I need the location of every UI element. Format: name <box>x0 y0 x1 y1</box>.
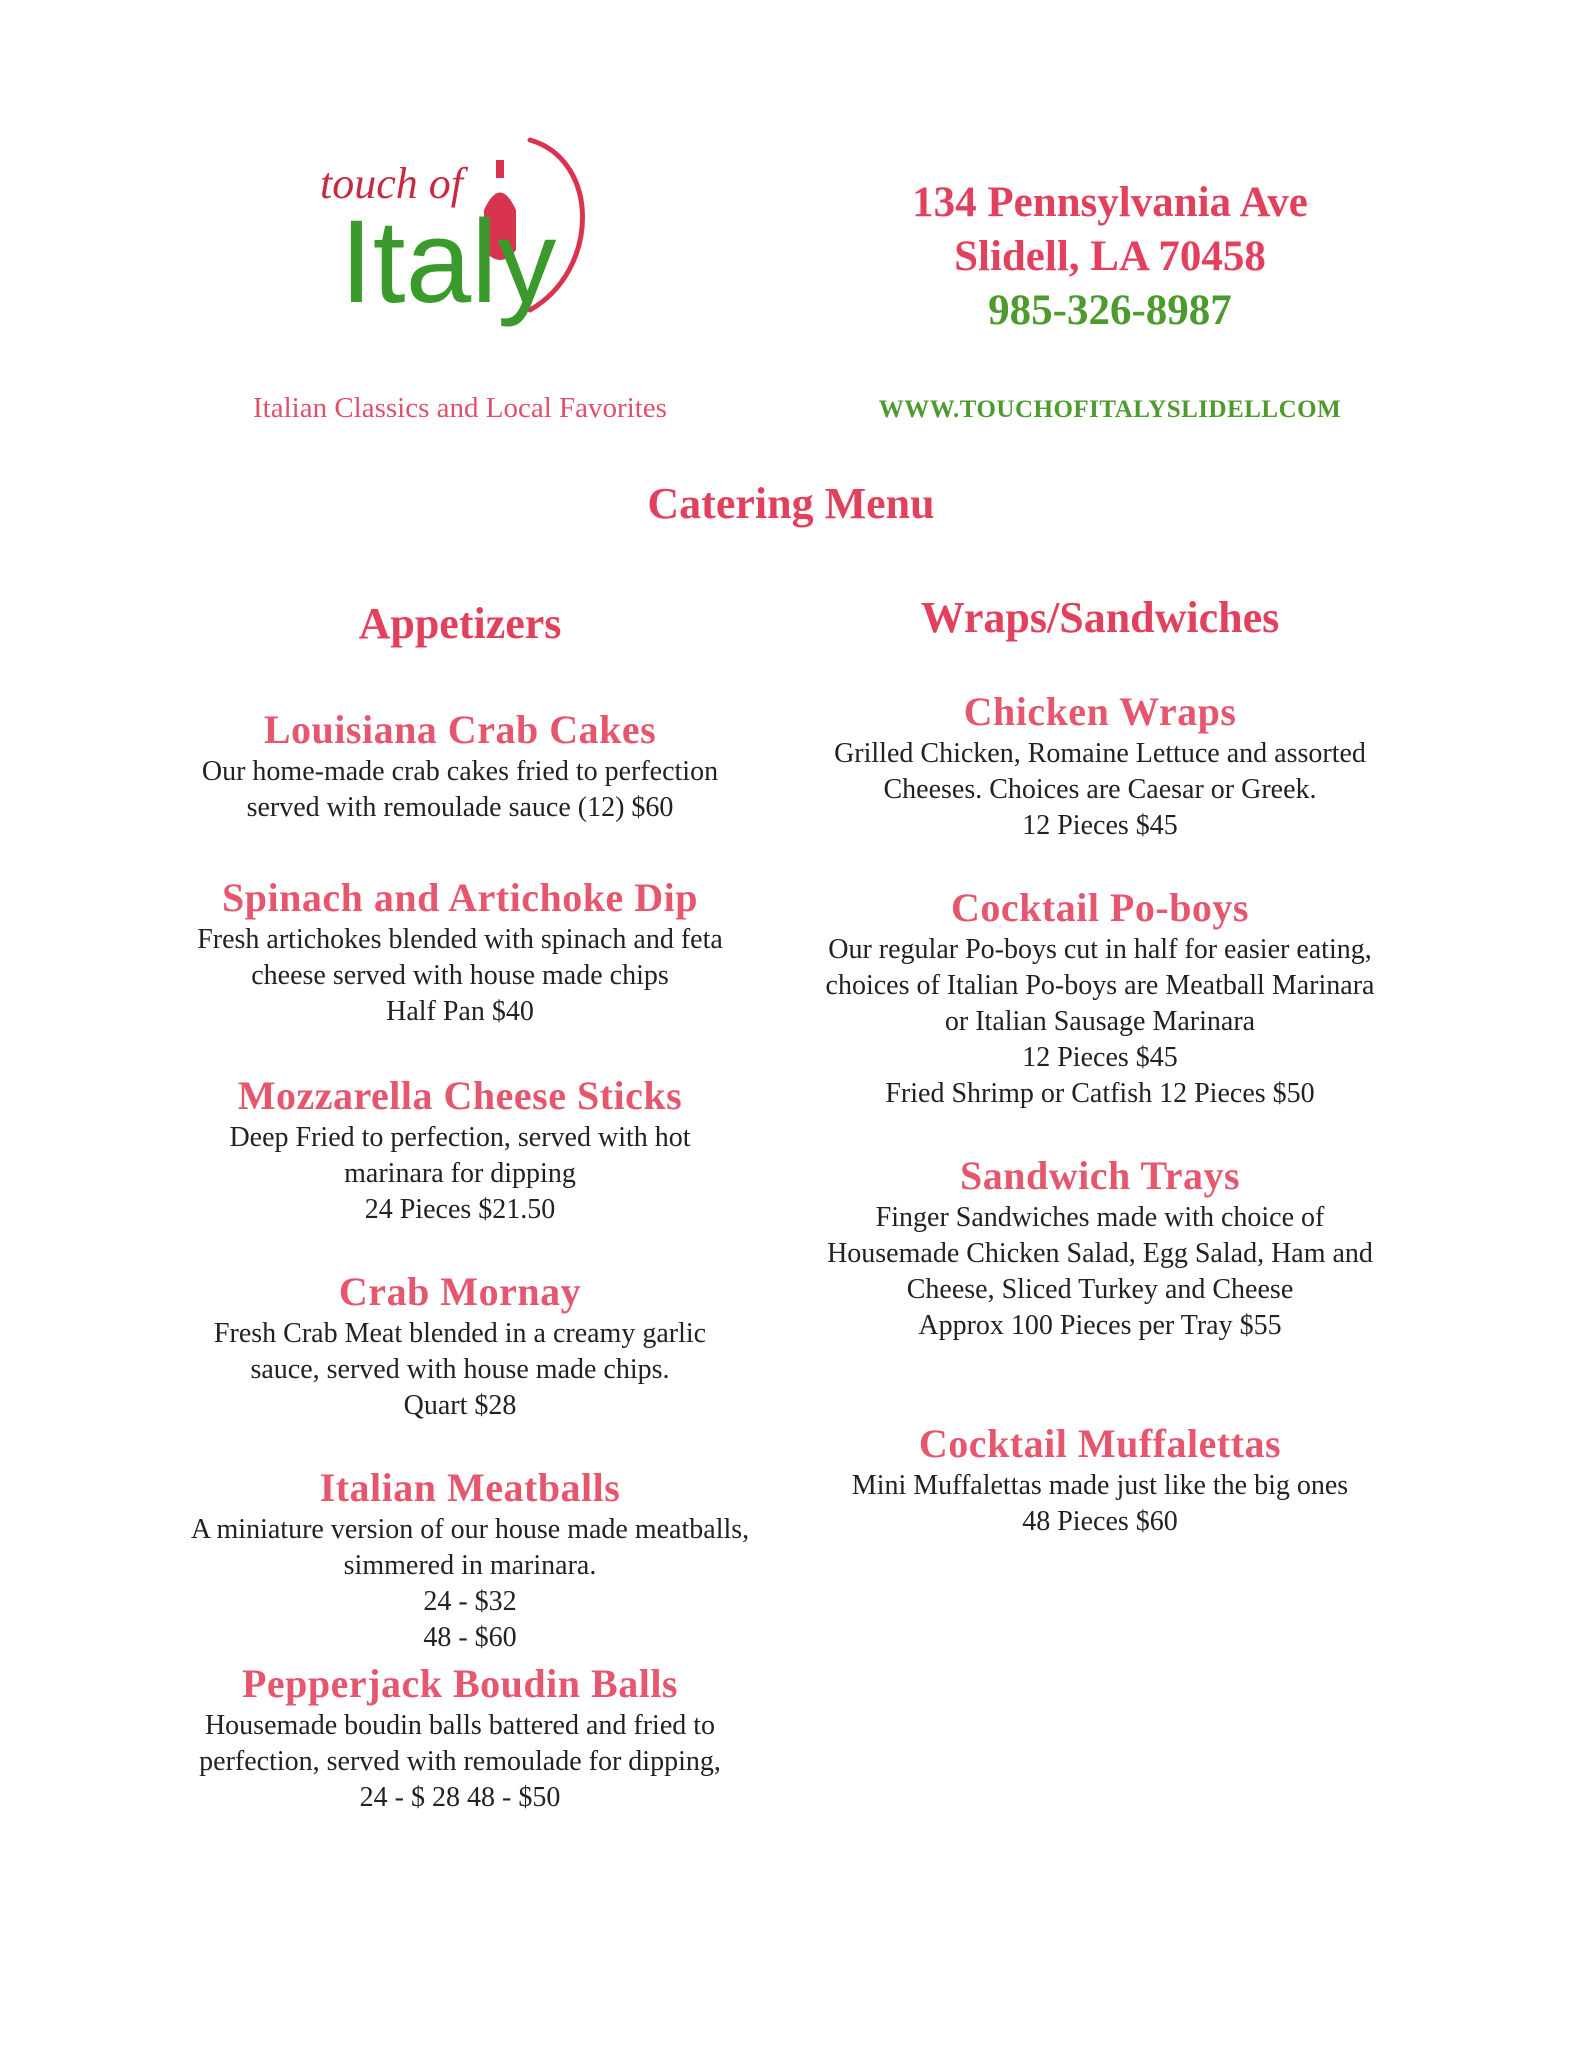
item-desc-line: 24 - $32 <box>423 1586 517 1617</box>
item-name: Spinach and Artichoke Dip <box>222 875 698 920</box>
item-desc-line: Finger Sandwiches made with choice of <box>875 1202 1325 1233</box>
item-desc-line: Fresh Crab Meat blended in a creamy garlic <box>213 1318 707 1349</box>
item-name: Crab Mornay <box>338 1269 582 1314</box>
logo-big-text: Italy <box>340 196 557 328</box>
menu-item <box>150 1268 770 1424</box>
item-desc-line: 48 Pieces $60 <box>1022 1506 1178 1537</box>
menu-item <box>150 1072 770 1228</box>
wraps-heading: Wraps/Sandwiches <box>920 593 1280 642</box>
tagline: Italian Classics and Local Favorites <box>253 392 667 424</box>
item-desc-line: Cheeses. Choices are Caesar or Greek. <box>883 774 1317 805</box>
item-desc-line: choices of Italian Po-boys are Meatball Marinara <box>825 970 1375 1001</box>
item-name: Pepperjack Boudin Balls <box>241 1661 678 1706</box>
item-name: Cocktail Po-boys <box>951 885 1249 930</box>
item-name: Louisiana Crab Cakes <box>263 707 657 752</box>
menu-item <box>150 1660 770 1816</box>
phone-number: 985-326-8987 <box>988 287 1232 334</box>
item-name: Mozzarella Cheese Sticks <box>237 1073 683 1118</box>
logo-small-text: touch of <box>320 159 463 208</box>
appetizers-heading: Appetizers <box>358 599 562 648</box>
item-desc-line: 24 Pieces $21.50 <box>364 1194 556 1225</box>
website-link[interactable]: WWW.TOUCHOFITALYSLIDELLCOM <box>878 396 1342 423</box>
item-desc-line: Mini Muffalettas made just like the big ones <box>851 1470 1349 1501</box>
restaurant-logo <box>300 120 620 360</box>
address-city: Slidell, LA 70458 <box>954 233 1266 280</box>
item-name: Chicken Wraps <box>963 689 1237 734</box>
menu-item <box>150 1464 790 1656</box>
item-desc-line: Quart $28 <box>403 1390 517 1421</box>
item-desc-line: Deep Fried to perfection, served with hot <box>229 1122 691 1153</box>
item-desc-line: Half Pan $40 <box>386 996 534 1027</box>
item-desc-line: Grilled Chicken, Romaine Lettuce and assorted <box>834 738 1366 769</box>
item-desc-line: marinara for dipping <box>344 1158 576 1189</box>
item-desc-line: Cheese, Sliced Turkey and Cheese <box>906 1274 1294 1305</box>
logo-graphic <box>300 120 620 360</box>
item-desc-line: Housemade boudin balls battered and fried to <box>204 1710 716 1741</box>
address-street: 134 Pennsylvania Ave <box>912 179 1308 226</box>
item-desc-line: A miniature version of our house made meatballs, <box>190 1514 750 1545</box>
menu-item <box>780 1152 1420 1344</box>
item-desc-line: Housemade Chicken Salad, Egg Salad, Ham and <box>827 1238 1373 1269</box>
item-desc-line: 12 Pieces $45 <box>1022 810 1178 841</box>
item-desc-line: simmered in marinara. <box>343 1550 597 1581</box>
item-desc-line: sauce, served with house made chips. <box>250 1354 670 1385</box>
item-desc-line: Fresh artichokes blended with spinach and feta <box>197 924 723 955</box>
item-name: Cocktail Muffalettas <box>918 1421 1282 1466</box>
item-name: Italian Meatballs <box>319 1465 621 1510</box>
menu-item <box>150 874 770 1030</box>
item-desc-line: cheese served with house made chips <box>251 960 669 991</box>
item-desc-line: 48 - $60 <box>423 1622 517 1653</box>
item-desc-line: Our home-made crab cakes fried to perfection <box>201 756 719 787</box>
menu-item <box>150 706 770 826</box>
item-desc-line: or Italian Sausage Marinara <box>944 1006 1256 1037</box>
item-desc-line: 24 - $ 28 48 - $50 <box>359 1782 561 1813</box>
item-desc-line: Approx 100 Pieces per Tray $55 <box>918 1310 1282 1341</box>
item-desc-line: Fried Shrimp or Catfish 12 Pieces $50 <box>885 1078 1315 1109</box>
item-name: Sandwich Trays <box>959 1153 1241 1198</box>
menu-item <box>780 688 1420 844</box>
menu-item <box>780 1420 1420 1540</box>
page-title: Catering Menu <box>647 479 935 528</box>
item-desc-line: perfection, served with remoulade for dipping, <box>199 1746 721 1777</box>
item-desc-line: served with remoulade sauce (12) $60 <box>246 792 674 823</box>
menu-item <box>780 884 1420 1112</box>
item-desc-line: 12 Pieces $45 <box>1022 1042 1178 1073</box>
item-desc-line: Our regular Po-boys cut in half for easier eating, <box>828 934 1372 965</box>
